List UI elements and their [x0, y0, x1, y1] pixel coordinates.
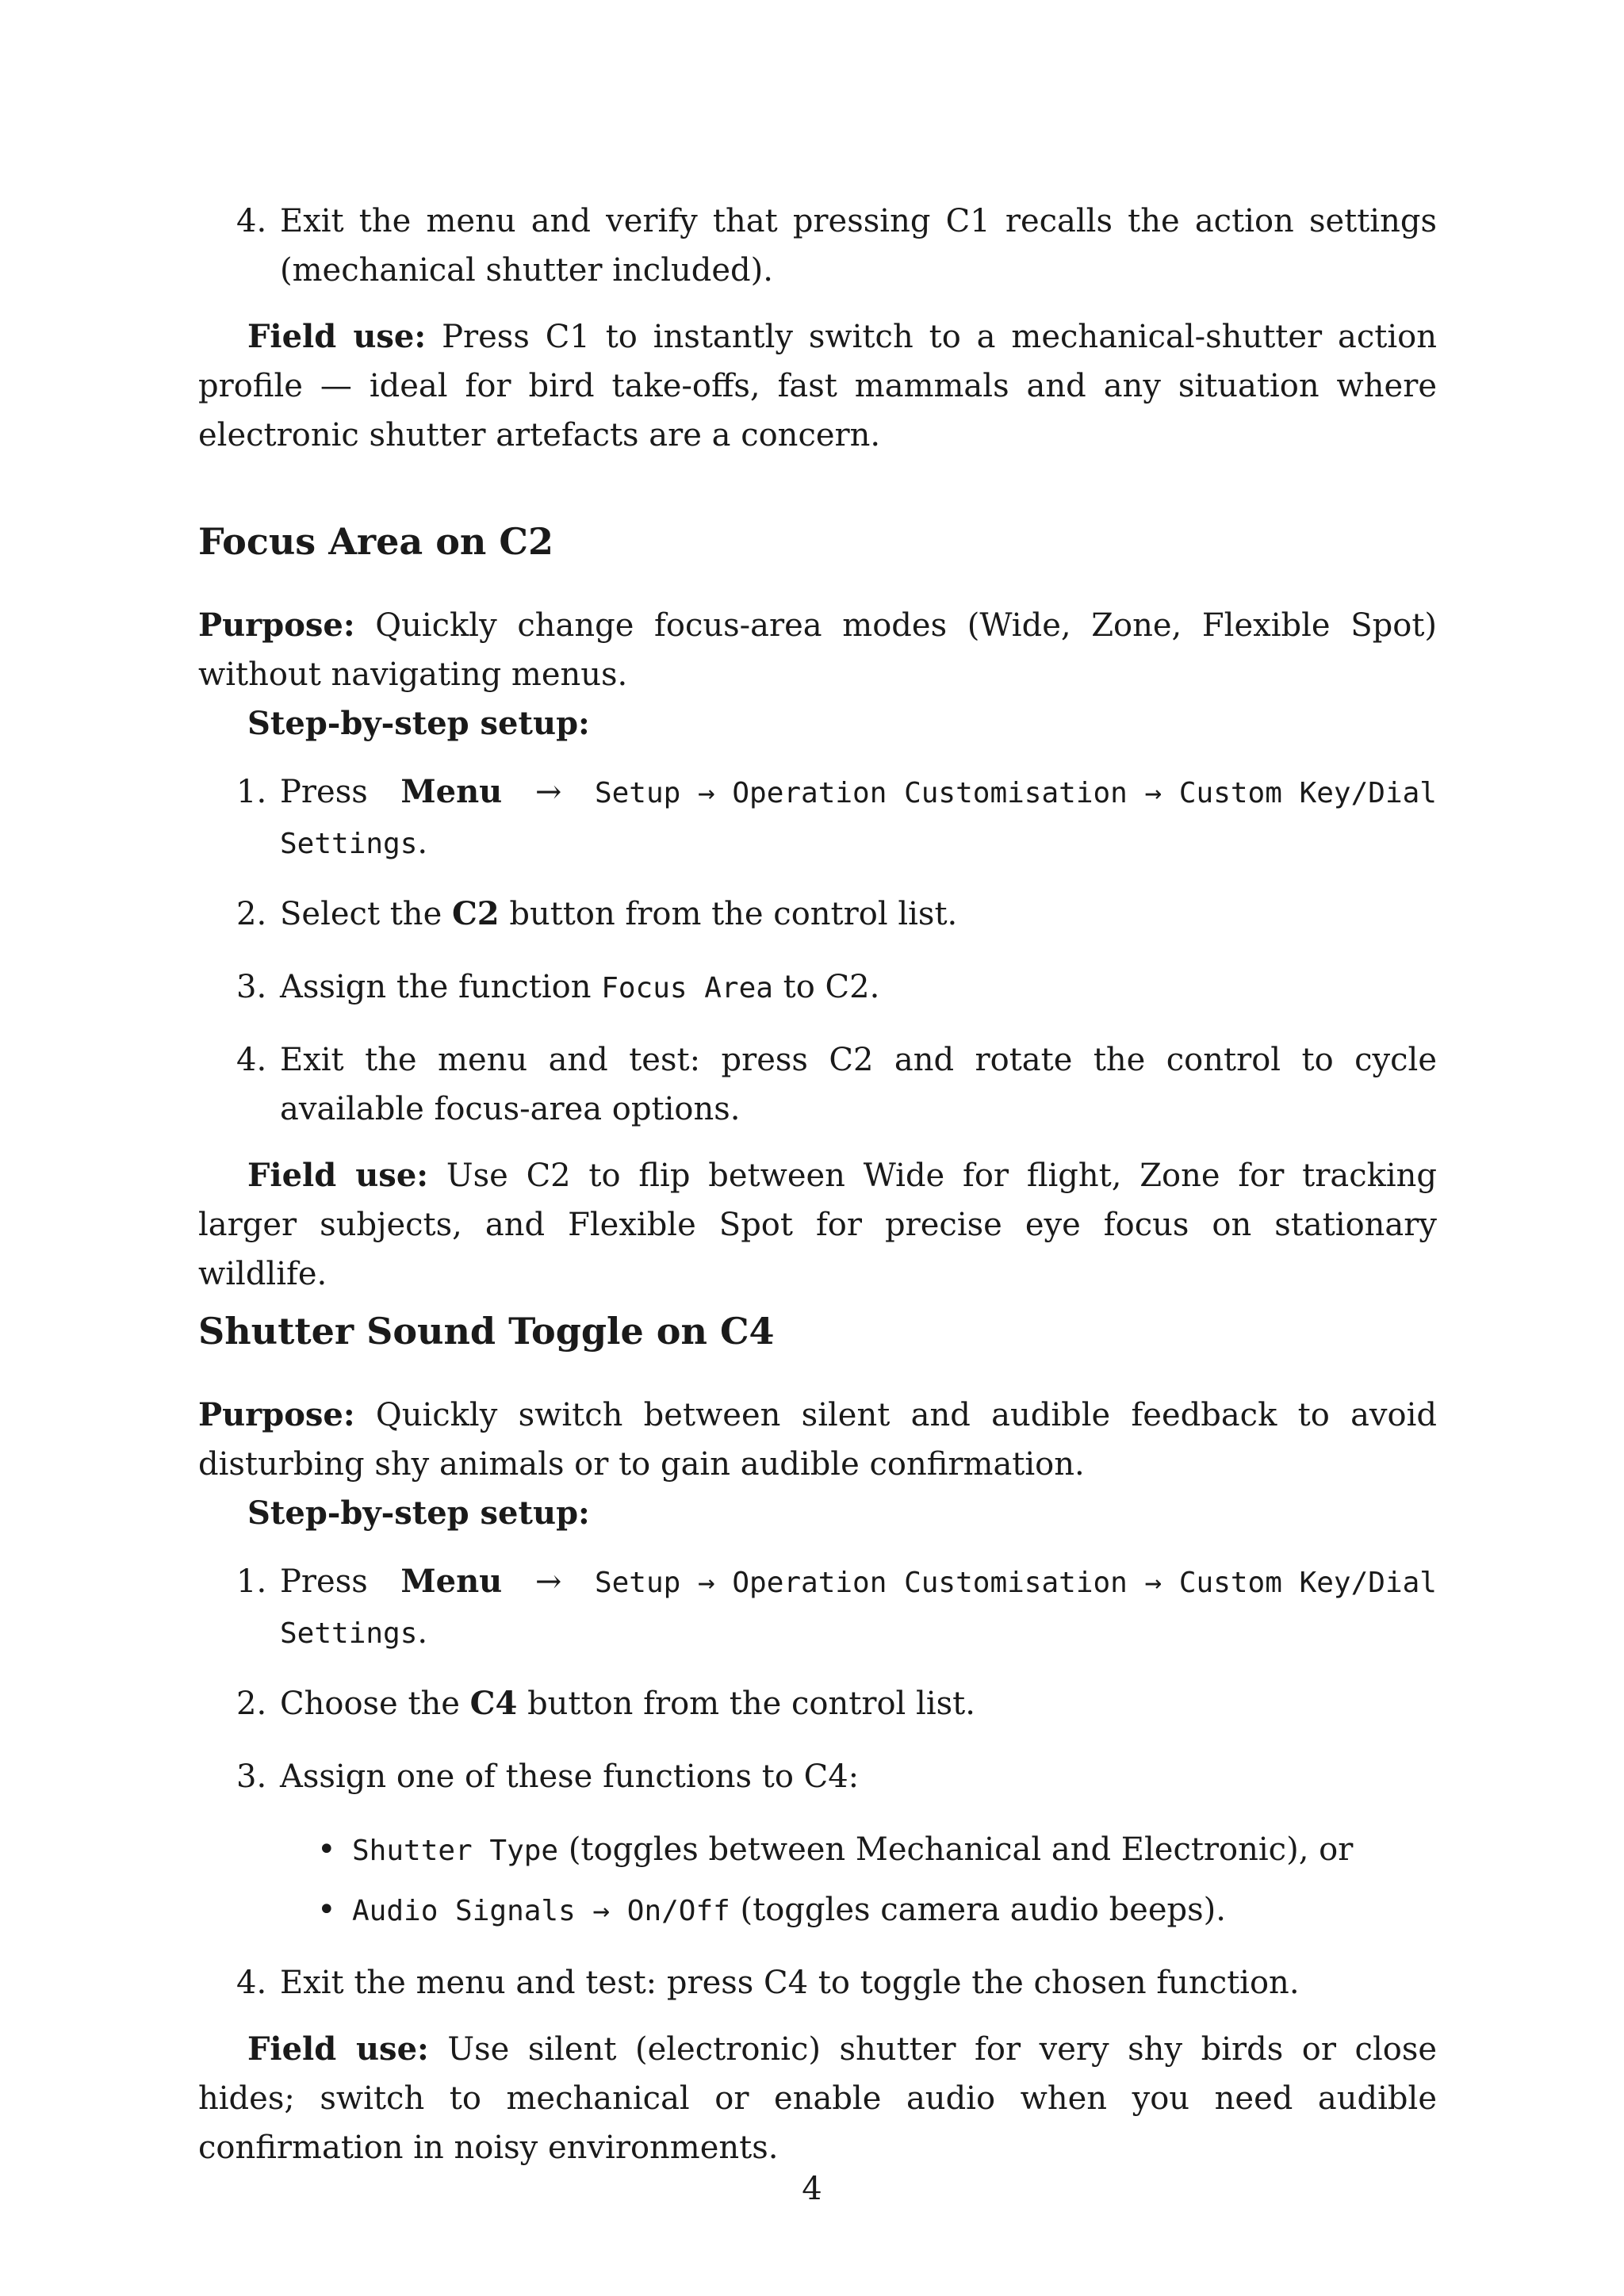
menu-path-end: Settings	[280, 1617, 418, 1650]
list-text: Exit the menu and verify that pressing C1 recalls the action settings (mechanical shutter included).	[280, 203, 1437, 289]
list-item	[198, 1752, 1437, 1801]
purpose-text: Quickly switch between silent and audible feedback to avoid disturbing shy animals or to gain audible confirmation.	[198, 1397, 1437, 1483]
field-use-label: Field use:	[247, 318, 427, 355]
bullet-description: (toggles camera audio beeps).	[740, 1892, 1226, 1928]
period: .	[417, 825, 428, 861]
bullet-text	[352, 1885, 1437, 1936]
text-post: to C2.	[783, 969, 880, 1005]
list-item	[198, 962, 1437, 1013]
arrow-icon: →	[534, 1563, 562, 1600]
field-use-label: Field use:	[247, 2030, 429, 2068]
bullet-icon: •	[317, 1892, 336, 1928]
menu-label: Menu	[400, 1563, 503, 1600]
field-use-text: Use C2 to flip between Wide for flight, Zone for tracking larger subjects, and Flexible Spot for precise eye focus on stationary wildlife.	[198, 1158, 1438, 1292]
list-number: 4.	[236, 1042, 267, 1078]
text-pre: Assign the function	[280, 969, 592, 1005]
list-item	[198, 1679, 1437, 1728]
list-item	[198, 197, 1437, 295]
list-text	[280, 767, 1437, 869]
steps-heading: Step-by-step setup:	[247, 1494, 590, 1532]
text-post: button from the control list.	[509, 896, 958, 932]
list-text: Exit the menu and test: press C2 and rotate the control to cycle available focus-area options.	[280, 1042, 1437, 1127]
function-name: Shutter Type	[352, 1835, 559, 1867]
list-text	[280, 1557, 1437, 1659]
list-number: 3.	[236, 969, 267, 1005]
bullet-item	[198, 1885, 1437, 1936]
list-item	[198, 767, 1437, 869]
field-use-label: Field use:	[247, 1157, 429, 1194]
field-use-paragraph	[198, 312, 1437, 460]
list-text: Assign one of these functions to C4:	[280, 1758, 860, 1795]
field-use-paragraph	[198, 2025, 1437, 2172]
bullet-text	[352, 1825, 1437, 1876]
list-number: 2.	[236, 896, 267, 932]
arrow-icon: →	[534, 774, 562, 810]
menu-path: Setup → Operation Customisation → Custom Key/Dial	[594, 777, 1437, 809]
list-text: Exit the menu and test: press C4 to toggle the chosen function.	[280, 1965, 1300, 2001]
list-item	[198, 1035, 1437, 1134]
section-heading-focus-area: Focus Area on C2	[198, 520, 553, 563]
list-text	[280, 1679, 1437, 1728]
press-word: Press	[280, 1563, 368, 1600]
menu-path: Setup → Operation Customisation → Custom Key/Dial	[594, 1567, 1437, 1599]
text-pre: Select the	[280, 896, 442, 932]
purpose-paragraph	[198, 601, 1437, 699]
menu-label: Menu	[400, 773, 503, 810]
list-number: 1.	[236, 1563, 267, 1600]
field-use-text: Use silent (electronic) shutter for very shy birds or close hides; switch to mechanical or enable audio when you need audible confirmation in noisy environments.	[198, 2031, 1438, 2166]
text-post: button from the control list.	[527, 1686, 975, 1722]
list-number: 4.	[236, 203, 267, 239]
steps-heading: Step-by-step setup:	[247, 705, 590, 742]
purpose-text: Quickly change focus-area modes (Wide, Zone, Flexible Spot) without navigating menus.	[198, 607, 1437, 693]
list-item	[198, 1557, 1437, 1659]
list-item	[198, 1958, 1437, 2007]
purpose-label: Purpose:	[198, 607, 355, 644]
text-pre: Choose the	[280, 1686, 460, 1722]
list-text	[280, 962, 1437, 1013]
bullet-icon: •	[317, 1831, 336, 1868]
section-heading-shutter-sound: Shutter Sound Toggle on C4	[198, 1310, 775, 1353]
field-use-text: Press C1 to instantly switch to a mechanical-shutter action profile — ideal for bird take-offs, fast mammals and any situation where electronic shutter artefacts are a concern.	[198, 319, 1438, 453]
page-number: 4	[802, 2171, 822, 2207]
list-number: 2.	[236, 1686, 267, 1722]
period: .	[417, 1614, 428, 1651]
list-number: 4.	[236, 1965, 267, 2001]
bullet-description: (toggles between Mechanical and Electronic), or	[568, 1831, 1354, 1868]
button-name: C4	[469, 1685, 518, 1722]
purpose-label: Purpose:	[198, 1396, 355, 1433]
list-text	[280, 890, 1437, 939]
function-name: Audio Signals → On/Off	[352, 1895, 730, 1927]
bullet-item	[198, 1825, 1437, 1876]
field-use-paragraph	[198, 1151, 1437, 1299]
button-name: C2	[451, 895, 500, 932]
list-number: 3.	[236, 1758, 267, 1795]
menu-path-end: Settings	[280, 828, 418, 860]
function-name: Focus Area	[601, 972, 773, 1004]
list-number: 1.	[236, 774, 267, 810]
list-item	[198, 890, 1437, 939]
purpose-paragraph	[198, 1391, 1437, 1489]
press-word: Press	[280, 774, 368, 810]
